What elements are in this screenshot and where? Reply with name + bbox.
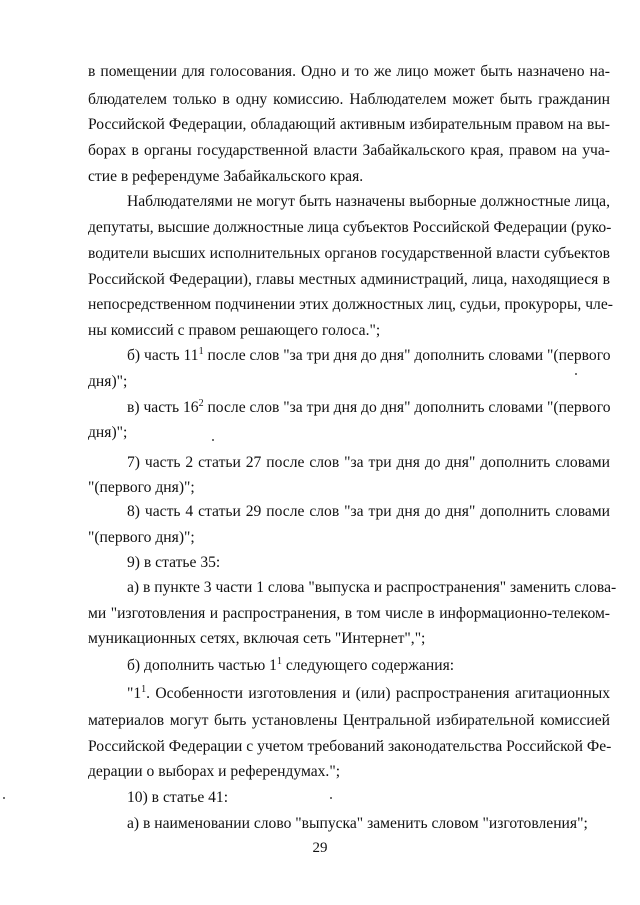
scan-speck bbox=[330, 797, 332, 799]
text-line: дерации о выборах и референдумах."; bbox=[88, 763, 341, 780]
superscript: 1 bbox=[276, 655, 282, 667]
text-segment: б) дополнить частью 1 bbox=[127, 657, 277, 674]
text-line: борах в органы государственной власти Забайкальского края, правом на уча- bbox=[88, 142, 610, 159]
text-line: 8) часть 4 статьи 29 после слов "за три дня до дня" дополнить словами bbox=[127, 503, 610, 520]
text-line: стие в референдуме Забайкальского края. bbox=[88, 168, 364, 185]
text-line: 10) в статье 41: bbox=[127, 789, 229, 806]
text-line: блюдателем только в одну комиссию. Наблюдателем может быть гражданин bbox=[88, 91, 610, 108]
text-line: муникационных сетях, включая сеть "Интернет","; bbox=[88, 630, 426, 647]
page-number: 29 bbox=[312, 840, 328, 856]
text-segment: после слов "за три дня до дня" дополнить словами "(первого bbox=[203, 399, 611, 416]
text-line-with-superscript bbox=[127, 682, 610, 706]
text-line: Российской Федерации), главы местных администраций, лица, находящиеся в bbox=[88, 271, 610, 288]
text-line: непосредственном подчинении этих должностных лиц, судьи, прокуроры, чле- bbox=[88, 296, 613, 313]
text-segment: после слов "за три дня до дня" дополнить словами "(первого bbox=[203, 347, 611, 364]
text-line: "(первого дня)"; bbox=[88, 529, 195, 546]
superscript: 2 bbox=[198, 397, 204, 409]
text-line: а) в наименовании слово "выпуска" заменить словом "изготовления"; bbox=[127, 815, 588, 832]
text-line: Российской Федерации, обладающий активным избирательным правом на вы- bbox=[88, 116, 610, 133]
text-segment: в) часть 16 bbox=[127, 399, 199, 416]
scan-speck bbox=[575, 373, 577, 375]
text-segment: б) часть 11 bbox=[127, 347, 199, 364]
text-line: депутаты, высшие должностные лица субъектов Российской Федерации (руко- bbox=[88, 219, 612, 236]
text-line: водители высших исполнительных органов государственной власти субъектов bbox=[88, 245, 610, 262]
text-line: "(первого дня)"; bbox=[88, 479, 195, 496]
text-line: ны комиссий с правом решающего голоса."; bbox=[88, 322, 381, 339]
text-line-with-superscript bbox=[127, 396, 610, 420]
scan-speck bbox=[3, 797, 5, 799]
text-line: 7) часть 2 статьи 27 после слов "за три дня до дня" дополнить словами bbox=[127, 454, 610, 471]
text-line: Наблюдателями не могут быть назначены выборные должностные лица, bbox=[127, 193, 610, 210]
text-line: дня)"; bbox=[88, 424, 128, 441]
scan-speck bbox=[212, 439, 214, 441]
text-line: в помещении для голосования. Одно и то же лицо может быть назначено на- bbox=[88, 63, 610, 80]
text-line: Российской Федерации с учетом требований законодательства Российской Фе- bbox=[88, 738, 612, 755]
text-segment: . Особенности изготовления и (или) распространения агитационных bbox=[146, 685, 610, 702]
text-line-with-superscript bbox=[127, 344, 610, 368]
text-line-with-superscript bbox=[127, 654, 454, 678]
text-line: дня)"; bbox=[88, 373, 128, 390]
text-line: ми "изготовления и распространения, в том числе в информационно-телеком- bbox=[88, 605, 610, 622]
text-segment: следующего содержания: bbox=[281, 657, 455, 674]
text-line: 9) в статье 35: bbox=[127, 554, 221, 571]
superscript: 1 bbox=[198, 345, 204, 357]
text-segment: "1 bbox=[127, 685, 142, 702]
text-line: а) в пункте 3 части 1 слова "выпуска и распространения" заменить слова- bbox=[127, 579, 617, 596]
text-line: материалов могут быть установлены Центральной избирательной комиссией bbox=[88, 712, 610, 729]
superscript: 1 bbox=[141, 683, 147, 695]
